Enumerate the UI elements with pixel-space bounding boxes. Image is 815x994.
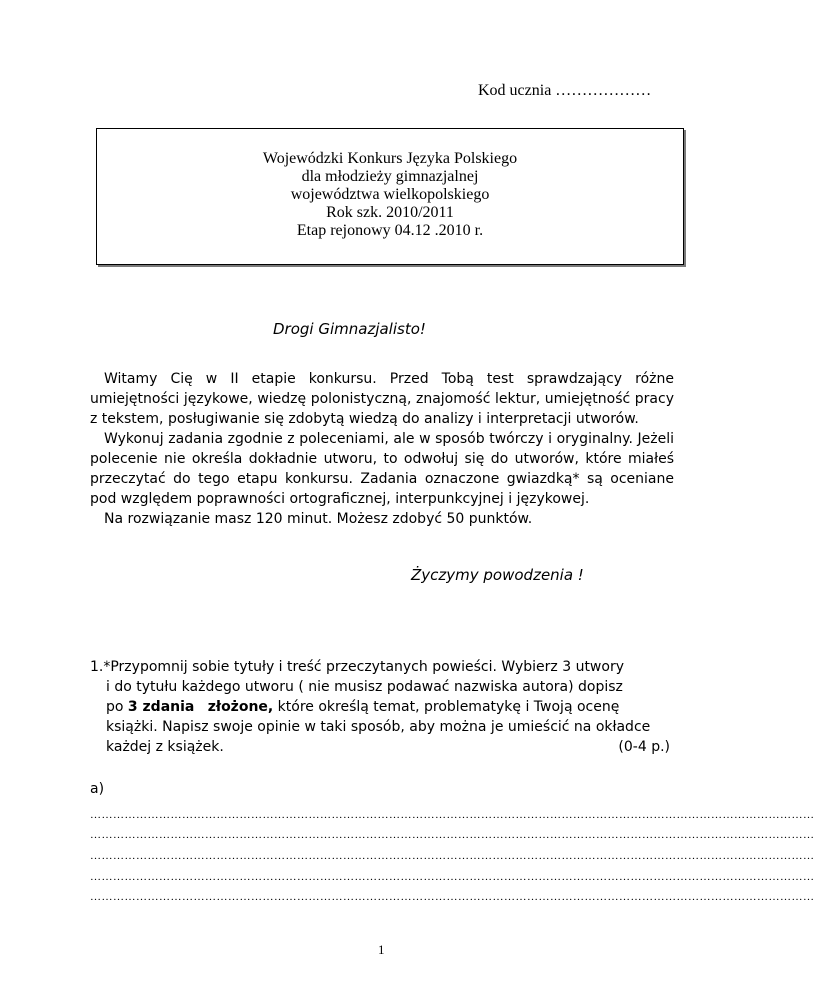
task-1-line-2: i do tytułu każdego utworu ( nie musisz podawać nazwiska autora) dopisz [106,679,623,695]
intro-paragraph-welcome: Witamy Cię w II etapie konkursu. Przed Tobą test sprawdzający różne umiejętności językowe, wiedzę polonistyczną, znajomość lektur, umiejętność pracy z tekstem, posługiwanie się zdobytą wiedzą do analizy i interpretacji utworów. [90,371,674,427]
answer-line-3[interactable]: ……………………………………………………………………………………………………………………………………………………………………… [90,850,815,862]
intro-paragraph-instructions: Wykonuj zadania zgodnie z poleceniami, ale w sposób twórczy i oryginalny. Jeżeli polecenie nie określa dokładnie utworu, to odwołuj się do utworów, które miałeś przeczytać do tego etapu konkursu. Zadania oznaczone gwiazdką* są oceniane pod względem poprawności ortograficznej, interpunkcyjnej i językowej. [90,431,674,507]
answer-label-a: a) [90,781,105,797]
student-code: Kod ucznia ……………… [478,82,652,99]
page-number: 1 [378,942,385,957]
task-1-text: po [106,699,128,715]
intro-text [90,369,674,529]
answer-line-2[interactable]: ……………………………………………………………………………………………………………………………………………………………………… [90,829,815,841]
task-1-line-1: 1.*Przypomnij sobie tytuły i treść przeczytanych powieści. Wybierz 3 utwory [90,659,624,675]
task-1-line-5 [90,737,674,757]
task-1-emphasis-complex: złożone, [207,699,274,715]
header-line-school-year: Rok szk. 2010/2011 [326,204,454,221]
intro-paragraph-time-points: Na rozwiązanie masz 120 minut. Możesz zdobyć 50 punktów. [104,511,533,527]
answer-line-4[interactable]: ……………………………………………………………………………………………………………………………………………………………………… [90,871,815,883]
task-1-line-3 [90,697,674,717]
task-1-points: (0-4 p.) [618,739,670,755]
task-1-gap [194,699,207,715]
answer-line-1[interactable]: ……………………………………………………………………………………………………………………………………………………………………… [90,809,815,821]
header-line-audience: dla młodzieży gimnazjalnej [301,168,479,185]
task-1-emphasis-sentences: 3 zdania [127,699,195,715]
greeting: Drogi Gimnazjalisto! [273,320,426,338]
answer-line-5[interactable]: ……………………………………………………………………………………………………………………………………………………………………… [90,891,815,903]
good-luck-wish: Życzymy powodzenia ! [411,566,584,584]
task-1 [90,657,674,757]
competition-header [96,150,684,240]
task-1-line-4: książki. Napisz swoje opinie w taki sposób, aby można je umieścić na okładce [106,719,651,735]
header-line-stage-date: Etap rejonowy 04.12 .2010 r. [296,222,484,239]
task-1-line-5-text: każdej z książek. [106,739,224,755]
header-line-region: województwa wielkopolskiego [290,186,490,203]
task-1-text-rest: które określą temat, problematykę i Twoją ocenę [273,699,620,715]
header-line-competition: Wojewódzki Konkurs Języka Polskiego [262,150,518,167]
